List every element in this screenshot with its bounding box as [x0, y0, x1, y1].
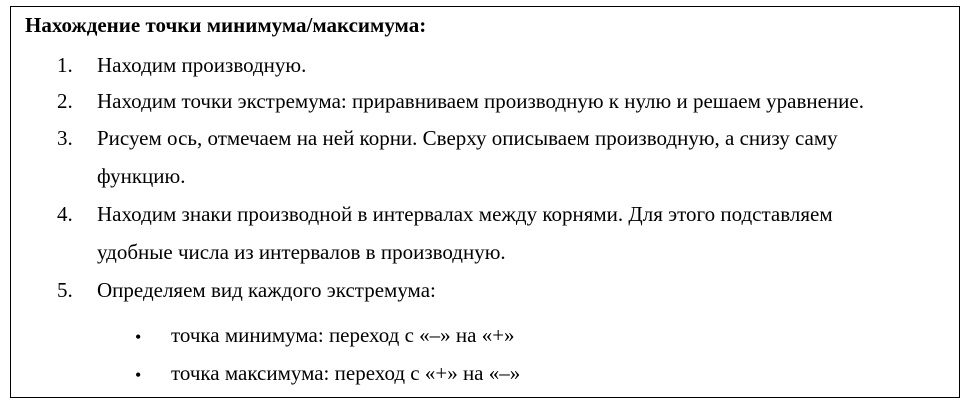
step-5-text: Определяем вид каждого экстремума:: [97, 278, 436, 302]
bullet-icon: •: [135, 327, 142, 347]
step-3-text-line-2: функцию.: [97, 164, 186, 188]
step-2-text: Находим точки экстремума: приравниваем производную к нулю и решаем уравнение.: [97, 89, 864, 113]
step-1-number: 1.: [57, 53, 73, 77]
algorithm-box: [10, 6, 960, 398]
box-title: Нахождение точки минимума/максимума:: [25, 13, 427, 37]
step-3-text-line-1: Рисуем ось, отмечаем на ней корни. Сверху описываем производную, а снизу саму: [97, 126, 838, 150]
step-4-text-line-2: удобные числа из интервалов в производную.: [97, 240, 506, 264]
bullet-minimum-text: точка минимума: переход с «–» на «+»: [171, 323, 515, 347]
bullet-icon: •: [135, 365, 142, 385]
step-4-number: 4.: [57, 202, 73, 226]
step-5-number: 5.: [57, 278, 73, 302]
bullet-maximum-text: точка максимума: переход с «+» на «–»: [171, 361, 521, 385]
step-1-text: Находим производную.: [97, 53, 307, 77]
step-2-number: 2.: [57, 89, 73, 113]
step-3-number: 3.: [57, 126, 73, 150]
step-4-text-line-1: Находим знаки производной в интервалах между корнями. Для этого подставляем: [97, 202, 833, 226]
